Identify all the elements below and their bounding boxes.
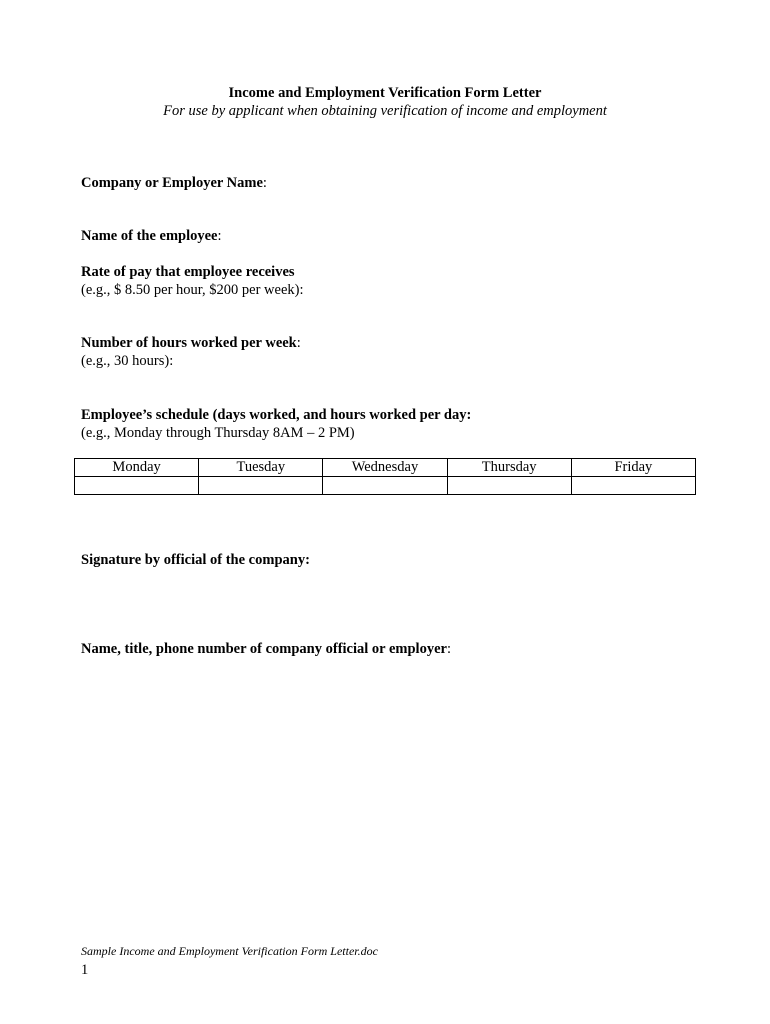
page-number: 1 bbox=[81, 962, 89, 978]
company-name-field bbox=[81, 174, 267, 192]
schedule-entry-row bbox=[75, 477, 696, 495]
signature-label: Signature by official of the company: bbox=[81, 552, 310, 568]
signature-field bbox=[81, 551, 310, 569]
schedule-day-header: Wednesday bbox=[323, 459, 447, 477]
schedule-header-row bbox=[75, 459, 696, 477]
employee-name-label: Name of the employee bbox=[81, 228, 218, 244]
hours-label: Number of hours worked per week bbox=[81, 335, 297, 351]
rate-of-pay-example: (e.g., $ 8.50 per hour, $200 per week): bbox=[81, 282, 304, 298]
schedule-example: (e.g., Monday through Thursday 8AM – 2 PM) bbox=[81, 425, 355, 441]
hours-field bbox=[81, 334, 301, 352]
schedule-table bbox=[74, 458, 696, 495]
rate-of-pay-label: Rate of pay that employee receives bbox=[81, 264, 295, 280]
schedule-cell-tuesday[interactable] bbox=[199, 477, 323, 495]
hours-example: (e.g., 30 hours): bbox=[81, 353, 174, 369]
form-title: Income and Employment Verification Form Letter bbox=[228, 85, 542, 101]
schedule-label: Employee’s schedule (days worked, and hours worked per day: bbox=[81, 407, 472, 423]
schedule-cell-thursday[interactable] bbox=[447, 477, 571, 495]
schedule-cell-monday[interactable] bbox=[75, 477, 199, 495]
colon: : bbox=[296, 335, 301, 351]
employee-name-field bbox=[81, 227, 222, 245]
schedule-cell-friday[interactable] bbox=[571, 477, 695, 495]
schedule-cell-wednesday[interactable] bbox=[323, 477, 447, 495]
schedule-day-header: Tuesday bbox=[199, 459, 323, 477]
form-subtitle: For use by applicant when obtaining verification of income and employment bbox=[163, 103, 607, 119]
company-name-label: Company or Employer Name bbox=[81, 175, 263, 191]
footer-document-name: Sample Income and Employment Verification Form Letter.doc bbox=[81, 944, 378, 958]
colon: : bbox=[446, 641, 451, 657]
rate-of-pay-field bbox=[81, 263, 295, 281]
schedule-day-header: Thursday bbox=[447, 459, 571, 477]
colon: : bbox=[217, 228, 222, 244]
official-info-label: Name, title, phone number of company official or employer bbox=[81, 641, 447, 657]
colon: : bbox=[262, 175, 267, 191]
schedule-field bbox=[81, 406, 471, 424]
official-info-field bbox=[81, 640, 451, 658]
schedule-day-header: Monday bbox=[75, 459, 199, 477]
schedule-day-header: Friday bbox=[571, 459, 695, 477]
